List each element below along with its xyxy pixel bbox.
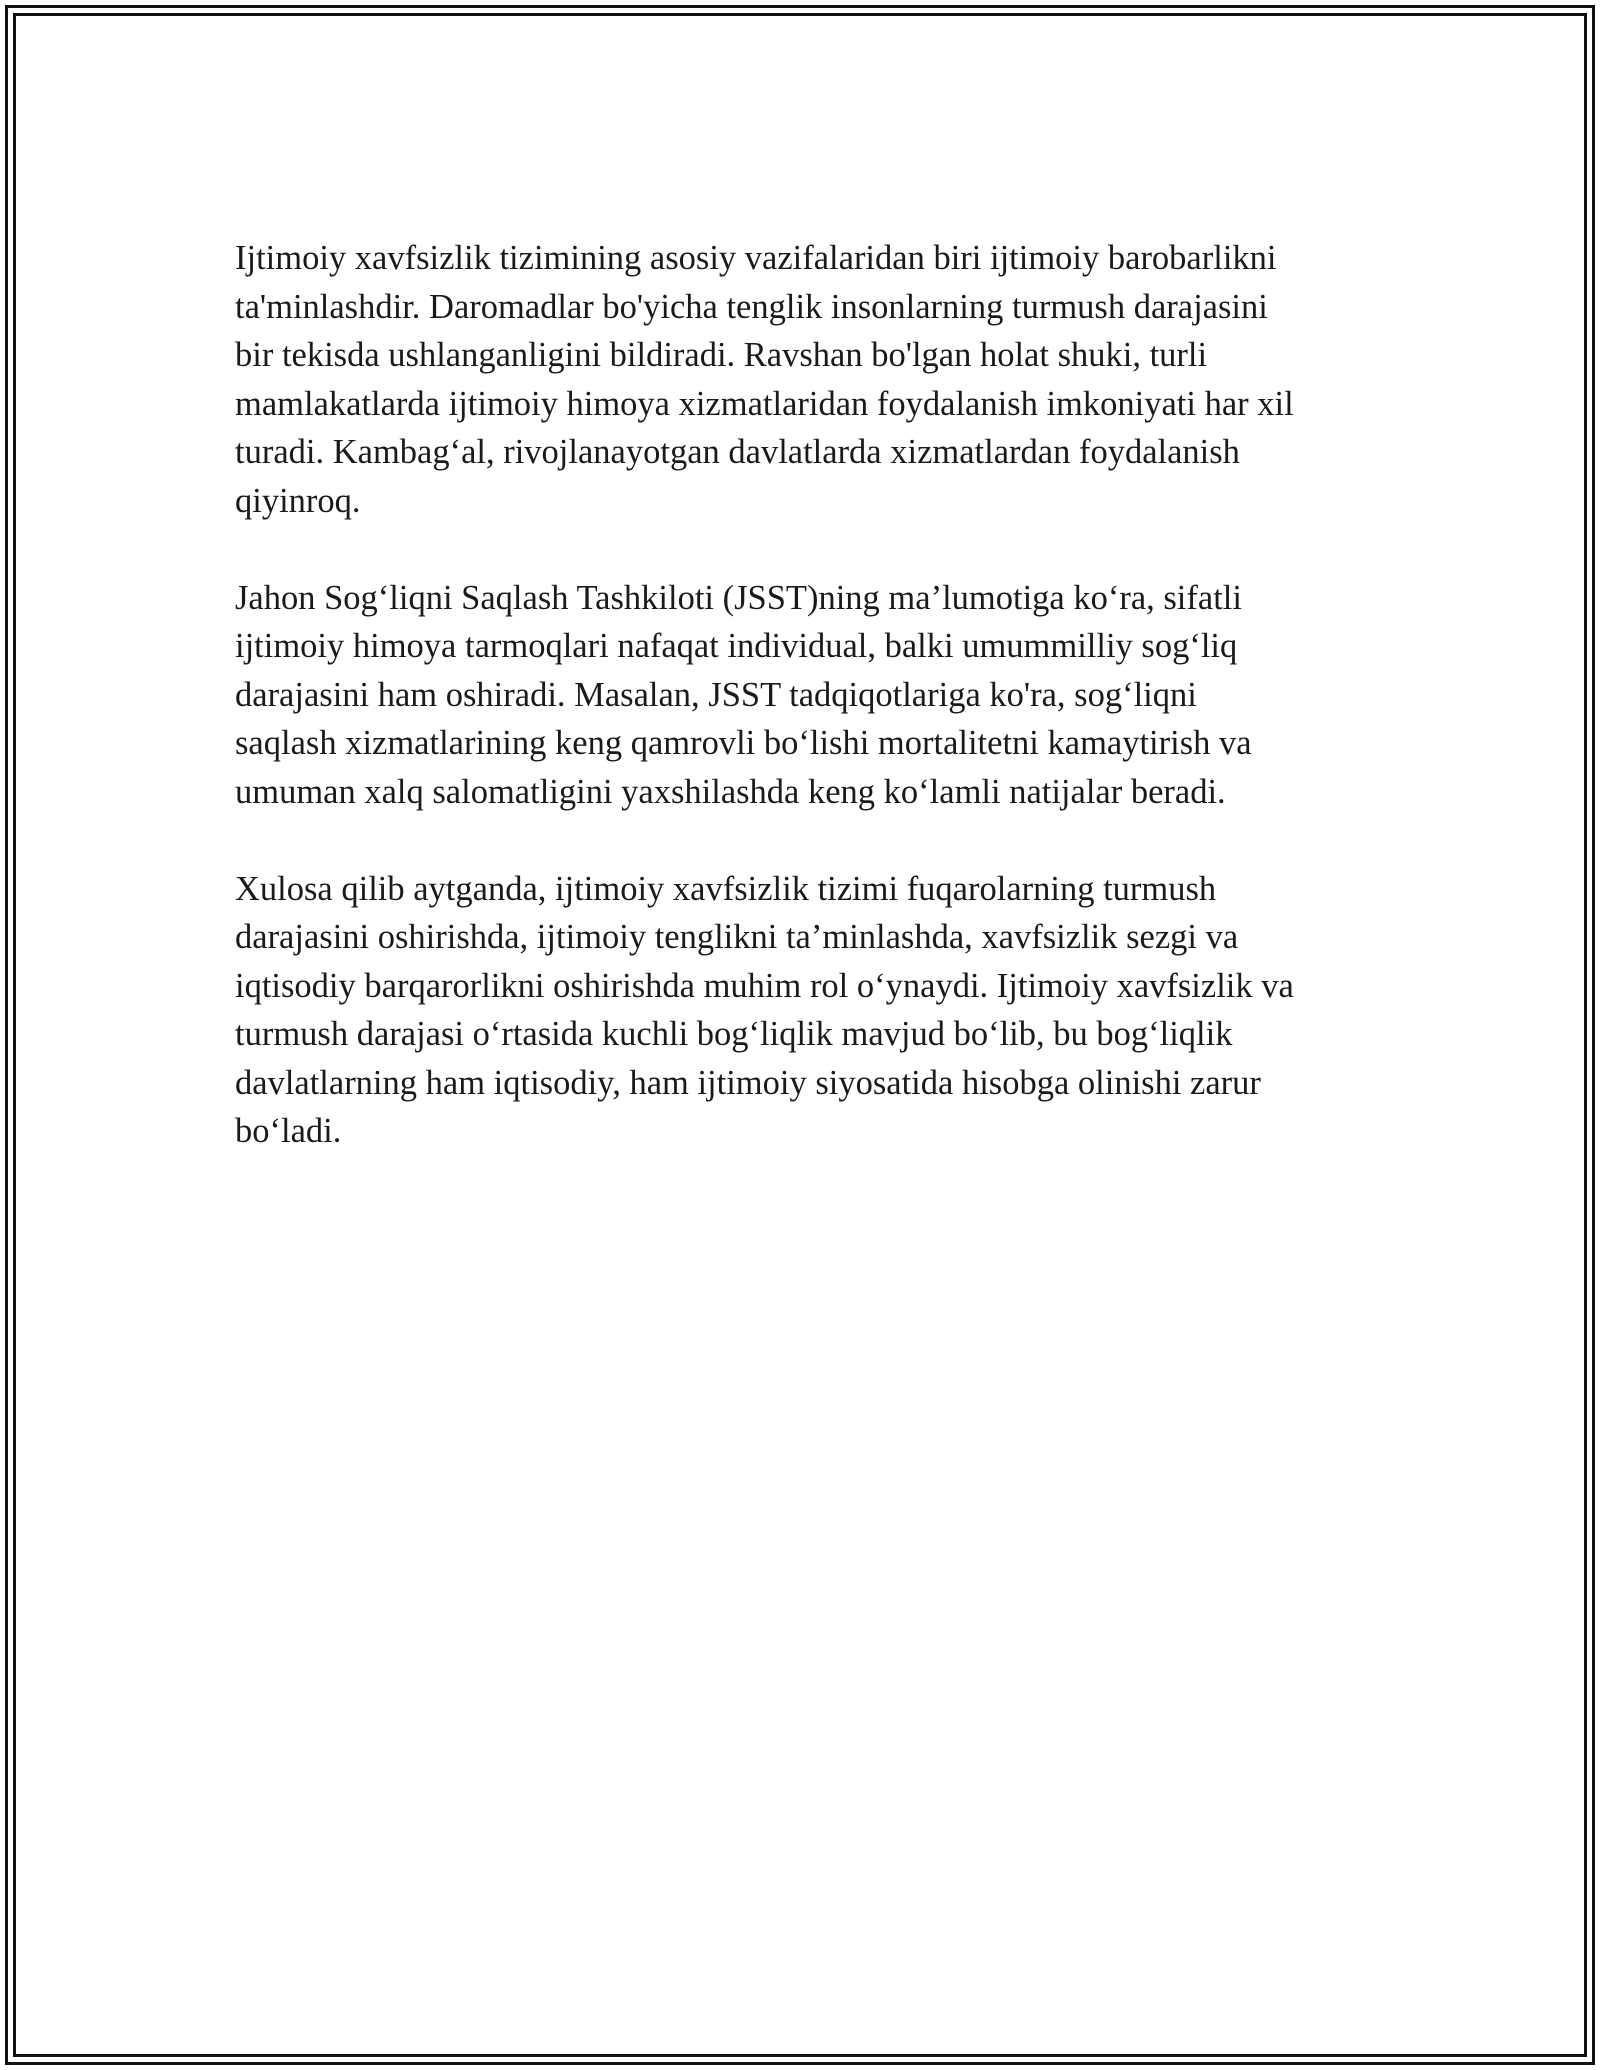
paragraph-2 <box>235 574 1365 817</box>
paragraph-3 <box>235 865 1365 1156</box>
text-line: bo‘ladi. <box>235 1112 342 1150</box>
text-line: saqlash xizmatlarining keng qamrovli bo‘lishi mortalitetni kamaytirish va <box>235 724 1252 762</box>
document-body <box>235 234 1365 1204</box>
text-line: darajasini ham oshiradi. Masalan, JSST tadqiqotlariga ko'ra, sog‘liqni <box>235 675 1197 714</box>
text-line: davlatlarning ham iqtisodiy, ham ijtimoiy siyosatida hisobga olinishi zarur <box>235 1063 1261 1102</box>
paragraph-1 <box>235 234 1365 525</box>
text-line: qiyinroq. <box>235 481 361 520</box>
text-line: mamlakatlarda ijtimoiy himoya xizmatlaridan foydalanish imkoniyati har xil <box>235 384 1294 423</box>
text-line: darajasini oshirishda, ijtimoiy tenglikni ta’minlashda, xavfsizlik sezgi va <box>235 918 1239 956</box>
text-line: turadi. Kambag‘al, rivojlanayotgan davlatlarda xizmatlardan foydalanish <box>235 433 1240 471</box>
text-line: ta'minlashdir. Daromadlar bo'yicha tenglik insonlarning turmush darajasini <box>235 287 1268 326</box>
text-line: iqtisodiy barqarorlikni oshirishda muhim rol o‘ynaydi. Ijtimoiy xavfsizlik va <box>235 966 1294 1005</box>
text-line: umuman xalq salomatligini yaxshilashda keng ko‘lamli natijalar beradi. <box>235 772 1226 811</box>
text-line: Jahon Sog‘liqni Saqlash Tashkiloti (JSST)ning ma’lumotiga ko‘ra, sifatli <box>235 578 1242 617</box>
text-line: Ijtimoiy xavfsizlik tizimining asosiy vazifalaridan biri ijtimoiy barobarlikni <box>235 239 1277 277</box>
text-line: bir tekisda ushlanganligini bildiradi. Ravshan bo'lgan holat shuki, turli <box>235 336 1208 374</box>
text-line: ijtimoiy himoya tarmoqlari nafaqat individual, balki umummilliy sog‘liq <box>235 627 1238 665</box>
text-line: Xulosa qilib aytganda, ijtimoiy xavfsizlik tizimi fuqarolarning turmush <box>235 869 1217 908</box>
text-line: turmush darajasi o‘rtasida kuchli bog‘liqlik mavjud bo‘lib, bu bog‘liqlik <box>235 1015 1233 1053</box>
